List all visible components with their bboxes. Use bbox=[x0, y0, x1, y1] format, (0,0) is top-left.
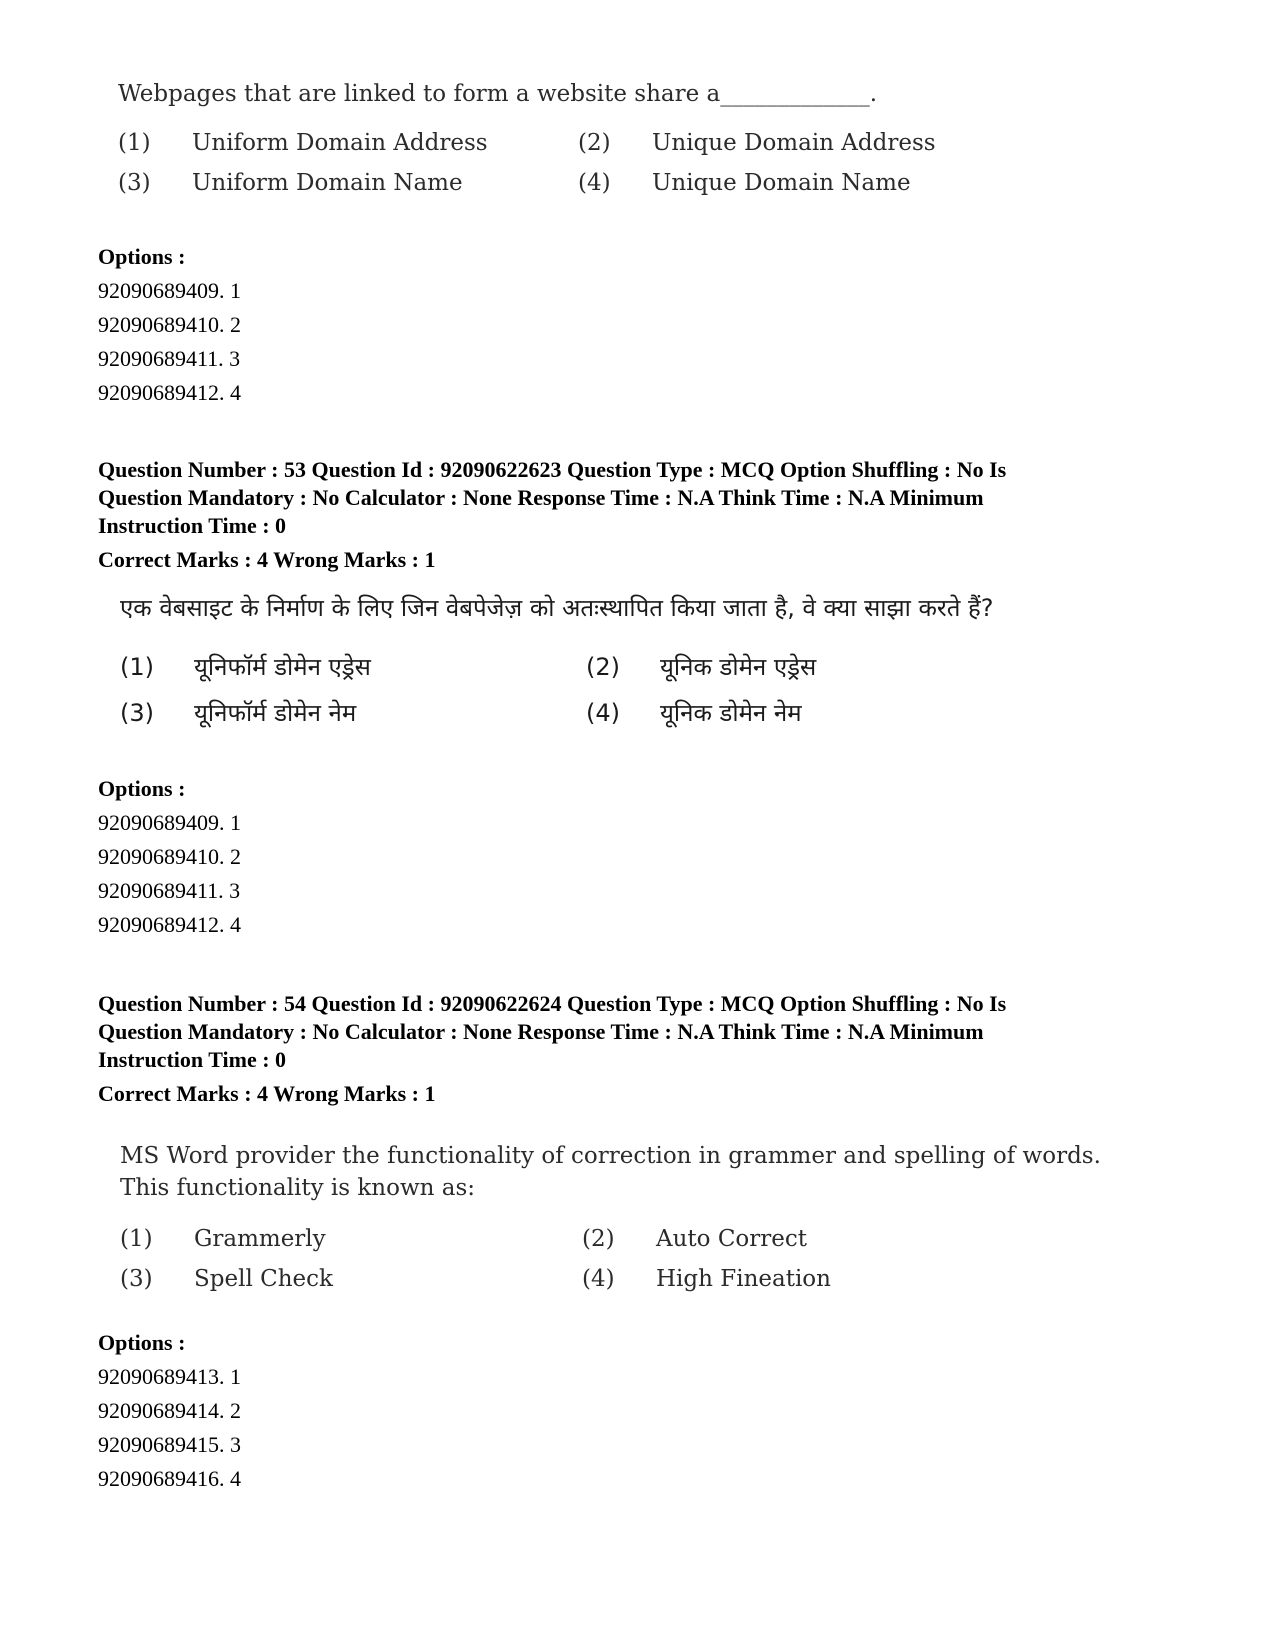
q53-question-text: एक वेबसाइट के निर्माण के लिए जिन वेबपेजेज़ को अतःस्थापित किया जाता है, वे क्या साझा करते हैं? bbox=[120, 594, 994, 622]
q54-option-2 bbox=[582, 1224, 807, 1254]
q54-meta-line-1: Question Number : 54 Question Id : 92090622624 Question Type : MCQ Option Shuffling : No Is bbox=[98, 991, 1007, 1016]
q52-option-2-number: (2) bbox=[578, 130, 611, 156]
q53-meta-line-2: Question Mandatory : No Calculator : None Response Time : N.A Think Time : N.A Minimum bbox=[98, 485, 984, 510]
q52-option-id-2: 92090689410. 2 bbox=[98, 312, 241, 337]
q54-option-id-2: 92090689414. 2 bbox=[98, 1398, 241, 1423]
q53-option-id-3: 92090689411. 3 bbox=[98, 878, 241, 903]
q52-option-id-3: 92090689411. 3 bbox=[98, 346, 241, 371]
q53-question-image bbox=[120, 592, 1080, 746]
q52-option-1 bbox=[118, 128, 488, 158]
q54-option-3 bbox=[120, 1264, 333, 1294]
q52-option-2 bbox=[578, 128, 936, 158]
q52-option-3-number: (3) bbox=[118, 170, 151, 196]
q54-option-grid bbox=[120, 1224, 1120, 1306]
q52-option-1-number: (1) bbox=[118, 130, 151, 156]
q53-option-id-4: 92090689412. 4 bbox=[98, 912, 241, 937]
q54-option-4 bbox=[582, 1264, 831, 1294]
q53-option-1 bbox=[120, 650, 371, 684]
q52-question-text: Webpages that are linked to form a website share a_____________. bbox=[118, 81, 878, 107]
q54-option-1 bbox=[120, 1224, 326, 1254]
q54-options-heading: Options : bbox=[98, 1330, 186, 1355]
q53-option-2-number: (2) bbox=[586, 653, 620, 681]
q52-question-image bbox=[118, 78, 938, 210]
q54-option-2-number: (2) bbox=[582, 1226, 615, 1252]
q54-option-id-4: 92090689416. 4 bbox=[98, 1466, 241, 1491]
q54-option-id-3: 92090689415. 3 bbox=[98, 1432, 241, 1457]
q52-options-list bbox=[98, 240, 241, 410]
q52-option-4-text: Unique Domain Name bbox=[652, 170, 911, 196]
q54-option-4-number: (4) bbox=[582, 1266, 615, 1292]
q54-option-1-number: (1) bbox=[120, 1226, 153, 1252]
q52-option-2-text: Unique Domain Address bbox=[652, 130, 936, 156]
q52-option-1-text: Uniform Domain Address bbox=[192, 130, 488, 156]
q53-option-1-text: यूनिफॉर्म डोमेन एड्रेस bbox=[194, 653, 371, 681]
q52-option-4 bbox=[578, 168, 911, 198]
q54-option-4-text: High Fineation bbox=[656, 1266, 831, 1292]
q54-question-line-1: MS Word provider the functionality of correction in grammer and spelling of words. bbox=[120, 1143, 1101, 1169]
q53-option-id-2: 92090689410. 2 bbox=[98, 844, 241, 869]
q53-meta-line-3: Instruction Time : 0 bbox=[98, 513, 287, 538]
q52-option-3 bbox=[118, 168, 463, 198]
q53-option-id-1: 92090689409. 1 bbox=[98, 810, 241, 835]
q53-option-3 bbox=[120, 696, 356, 730]
q53-marks: Correct Marks : 4 Wrong Marks : 1 bbox=[98, 547, 436, 572]
q52-option-grid bbox=[118, 128, 938, 210]
q53-option-4-number: (4) bbox=[586, 699, 620, 727]
q53-options-heading: Options : bbox=[98, 776, 186, 801]
q53-option-4-text: यूनिक डोमेन नेम bbox=[660, 699, 802, 727]
q53-option-grid bbox=[120, 650, 1080, 746]
q52-options-heading: Options : bbox=[98, 244, 186, 269]
q53-meta-line-1: Question Number : 53 Question Id : 92090622623 Question Type : MCQ Option Shuffling : No Is bbox=[98, 457, 1007, 482]
q53-options-list bbox=[98, 772, 241, 942]
q54-question-image bbox=[120, 1140, 1120, 1306]
q53-option-1-number: (1) bbox=[120, 653, 154, 681]
q52-option-3-text: Uniform Domain Name bbox=[192, 170, 463, 196]
q54-meta-line-3: Instruction Time : 0 bbox=[98, 1047, 287, 1072]
q54-question-line-2: This functionality is known as: bbox=[120, 1175, 476, 1201]
q53-option-3-number: (3) bbox=[120, 699, 154, 727]
q54-marks: Correct Marks : 4 Wrong Marks : 1 bbox=[98, 1081, 436, 1106]
q53-option-2-text: यूनिक डोमेन एड्रेस bbox=[660, 653, 817, 681]
q54-option-2-text: Auto Correct bbox=[656, 1226, 807, 1252]
q53-option-3-text: यूनिफॉर्म डोमेन नेम bbox=[194, 699, 357, 727]
q52-option-id-4: 92090689412. 4 bbox=[98, 380, 241, 405]
q53-option-4 bbox=[586, 696, 802, 730]
q54-meta-line-2: Question Mandatory : No Calculator : None Response Time : N.A Think Time : N.A Minimum bbox=[98, 1019, 984, 1044]
q52-option-id-1: 92090689409. 1 bbox=[98, 278, 241, 303]
q52-option-4-number: (4) bbox=[578, 170, 611, 196]
q54-options-list bbox=[98, 1326, 241, 1496]
q54-header bbox=[98, 990, 1006, 1110]
q53-header bbox=[98, 456, 1006, 576]
q54-option-3-text: Spell Check bbox=[194, 1266, 333, 1292]
q54-option-id-1: 92090689413. 1 bbox=[98, 1364, 241, 1389]
q53-option-2 bbox=[586, 650, 816, 684]
q54-option-3-number: (3) bbox=[120, 1266, 153, 1292]
q54-option-1-text: Grammerly bbox=[194, 1226, 326, 1252]
